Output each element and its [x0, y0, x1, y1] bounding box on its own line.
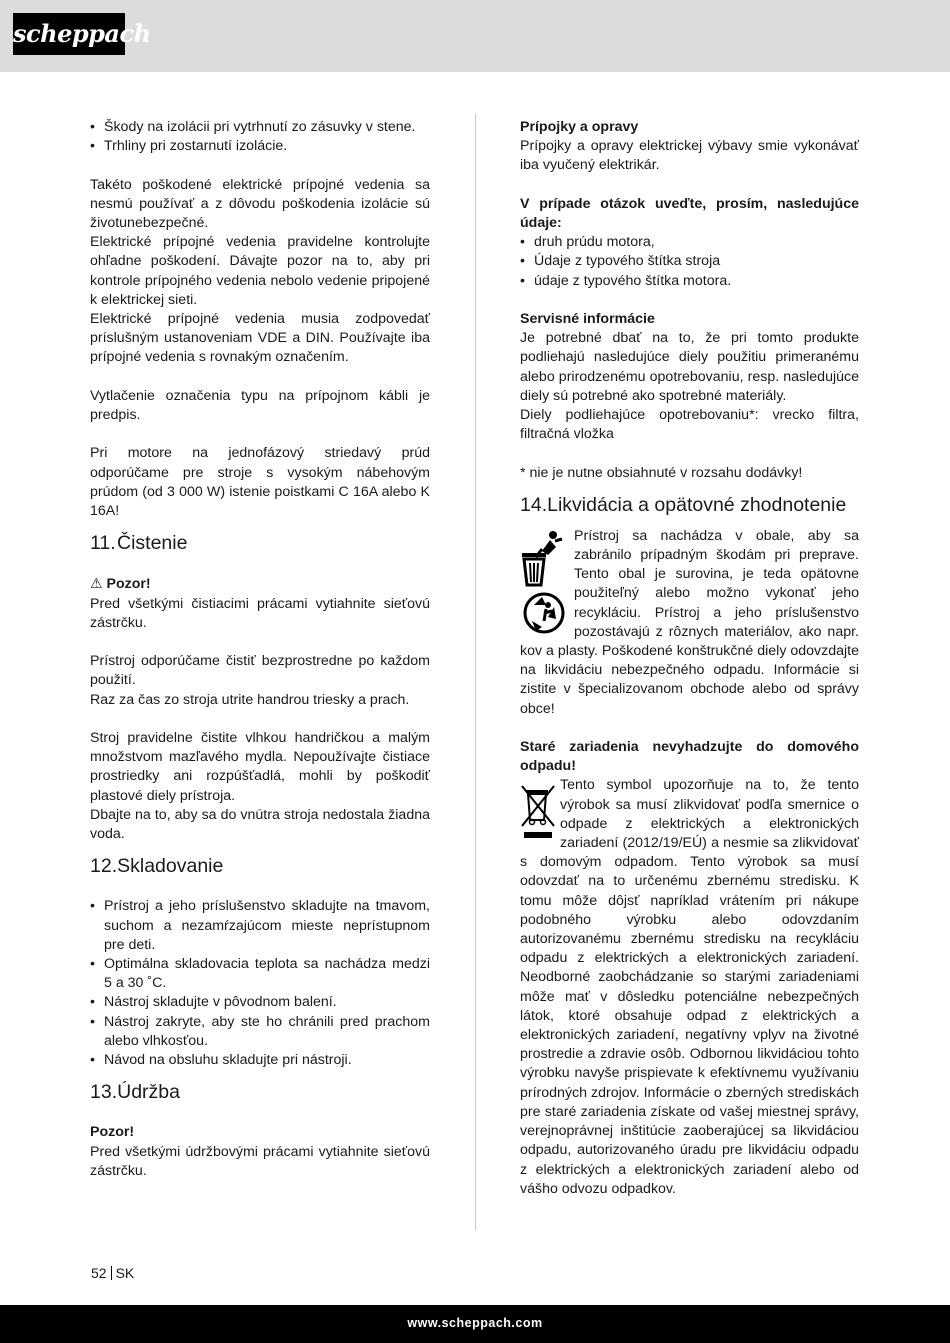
paragraph: Prípojky a opravy elektrickej výbavy smie vykonávať iba vyučený elektrikár.	[520, 138, 859, 174]
warning-label	[90, 574, 430, 594]
list-item: • údaje z typového štítka motora.	[520, 272, 859, 291]
disposal-icons	[520, 527, 572, 635]
section-title: Skladovanie	[117, 855, 224, 878]
paragraph: Elektrické prípojné vedenia pravidelne kontrolujte ohľadne poškodení. Dávajte pozor na to, aby pri kontrole prípojného vedenia nebolo vedenie pripojené k elektrickej sieti.	[90, 234, 430, 308]
list-item: • Škody na izolácii pri vytrhnutí zo zásuvky v stene.	[90, 118, 430, 137]
list-item: • druh prúdu motora,	[520, 233, 859, 252]
section-heading-disposal	[520, 493, 859, 517]
list-item: • Návod na obsluhu skladujte pri nástroji.	[90, 1051, 430, 1070]
list-item: • Nástroj zakryte, aby ste ho chránili pred prachom alebo vlhkosťou.	[90, 1013, 430, 1051]
paragraph: Pred všetkými údržbovými prácami vytiahnite sieťovú zástrčku.	[90, 1143, 430, 1179]
subheading: V prípade otázok uveďte, prosím, nasledujúce údaje:	[520, 195, 859, 231]
left-column	[90, 118, 430, 1181]
paragraph: Dbajte na to, aby sa do vnútra stroja nedostala žiadna voda.	[90, 806, 430, 843]
paragraph: Je potrebné dbať na to, že pri tomto produkte podliehajú nasledujúce diely použitiu primeranému alebo prirodzenému opotrebovaniu, resp. nasledujúce diely sú potrebné ako spotrebné materiály.	[520, 330, 859, 404]
subheading: Prípojky a opravy	[520, 119, 639, 135]
right-column	[520, 118, 859, 1199]
warning-label: Pozor!	[90, 1124, 135, 1141]
section-number: 13.	[90, 1081, 118, 1104]
paragraph: Stroj pravidelne čistite vlhkou handričkou a malým množstvom mazľavého mydla. Nepoužívajte čistiace prostriedky ani rozpúšťadlá, mohli by poškodiť plastové diely prístroja.	[90, 730, 430, 804]
paragraph: Vytlačenie označenia typu na prípojnom kábli je predpis.	[90, 387, 430, 424]
section-heading-maintenance	[90, 1080, 430, 1104]
paragraph: Pred všetkými čistiacimi prácami vytiahnite sieťovú zástrčku.	[90, 595, 430, 631]
subheading: Servisné informácie	[520, 311, 655, 327]
brand-logo: scheppach	[13, 13, 125, 55]
column-divider	[475, 114, 476, 1230]
paragraph: Diely podliehajúce opotrebovaniu*: vrecko filtra, filtračná vložka	[520, 407, 859, 443]
paragraph: Raz za čas zo stroja utrite handrou triesky a prach.	[90, 691, 410, 708]
damage-list	[90, 118, 430, 156]
section-heading-storage	[90, 854, 430, 878]
waste-bin-icon	[520, 527, 572, 635]
list-item: • Prístroj a jeho príslušenstvo skladujte na tmavom, suchom a nezamŕzajúcom mieste neprístupnom pre deti.	[90, 897, 430, 955]
website-link[interactable]: www.scheppach.com	[407, 1316, 543, 1330]
paragraph: Pri motore na jednofázový striedavý prúd odporúčame pre stroje s vysokým nábehovým prúdom (od 3 000 W) istenie poistkami C 16A alebo K 16A!	[90, 445, 430, 520]
weee-icon-wrap	[520, 776, 558, 846]
recycle-icon	[525, 594, 563, 632]
list-item: • Optimálna skladovacia teplota sa nachádza medzi 5 a 30 ˚C.	[90, 955, 430, 993]
questions-list	[520, 233, 859, 291]
subheading: Staré zariadenia nevyhadzujte do domového odpadu!	[520, 739, 859, 775]
section-title: Čistenie	[117, 532, 188, 555]
warning-icon: ⚠	[90, 575, 103, 592]
section-number: 12.	[90, 855, 118, 878]
page-number: 52 SK	[91, 1265, 135, 1281]
section-title: Likvidácia a opätovné zhodnotenie	[547, 493, 847, 516]
section-number: 11.	[90, 532, 116, 555]
crossed-bin-icon	[520, 776, 558, 846]
footnote: * nie je nutne obsiahnuté v rozsahu dodávky!	[520, 464, 803, 481]
list-item: • Trhliny pri zostarnutí izolácie.	[90, 137, 430, 156]
paragraph: Prístroj sa nachádza v obale, aby sa zabránilo prípadným škodám pri preprave. Tento obal je surovina, je teda opätovne použiteľný alebo možno vykonať jeho recykláciu. Prístroj a jeho príslušenstvo pozostávajú z rôznych materiálov, ako napr. kov a plasty. Poškodené konštrukčné diely odovzdajte na likvidáciu nebezpečného odpadu. Informácie si zistite v špecializovanom obchode alebo od správy obce!	[520, 527, 859, 717]
list-item: • Nástroj skladujte v pôvodnom balení.	[90, 993, 430, 1012]
section-number: 14.	[520, 493, 548, 516]
paragraph: Prístroj odporúčame čistiť bezprostredne po každom použití.	[90, 653, 430, 689]
list-item: • Údaje z typového štítka stroja	[520, 252, 859, 271]
section-heading-cleaning	[90, 531, 430, 555]
paragraph: Takéto poškodené elektrické prípojné vedenia sa nesmú používať a z dôvodu poškodenia izolácie sú životunebezpečné.	[90, 176, 430, 231]
section-title: Údržba	[117, 1081, 180, 1104]
storage-list	[90, 897, 430, 1070]
paragraph: Tento symbol upozorňuje na to, že tento výrobok sa musí zlikvidovať podľa smernice o odpade z elektrických a elektronických zariadení (2012/19/EÚ) a nesmie sa zlikvidovať s domovým odpadom. Tento výrobok sa musí odovzdať na to určenému zbernému stredisku. K tomu môže dôjsť napríklad vrátením pri nákupe podobného výrobku alebo odovzdaním autorizovanému zbernému stredisku na recykláciu odpadu z elektrických a elektronických zariadení. Neodborné zaobchádzanie so starými zariadeniami môže mať v dôsledku potenciálne nebezpečných látok, ktoré obsahuje odpad z elektrických a elektronických zariadení, negatívny vplyv na životné prostredie a zdravie osôb. Odbornou likvidáciou tohto výrobku navyše prispievate k efektívnemu využívaniu prírodných zdrojov. Informácie o zberných strediskách pre staré zariadenia získate od vašej miestnej správy, verejnoprávnej inštitúcie zaoberajúcej sa likvidáciou odpadu, autorizovaného úradu pre likvidáciu odpadu z elektrických a elektronických zariadení alebo od vášho odvozu odpadkov.	[520, 777, 859, 1197]
warning-text: Pozor!	[106, 576, 151, 593]
paragraph: Elektrické prípojné vedenia musia zodpovedať príslušným ustanoveniam VDE a DIN. Používajte iba prípojné vedenia s rovnakým označením.	[90, 311, 430, 366]
